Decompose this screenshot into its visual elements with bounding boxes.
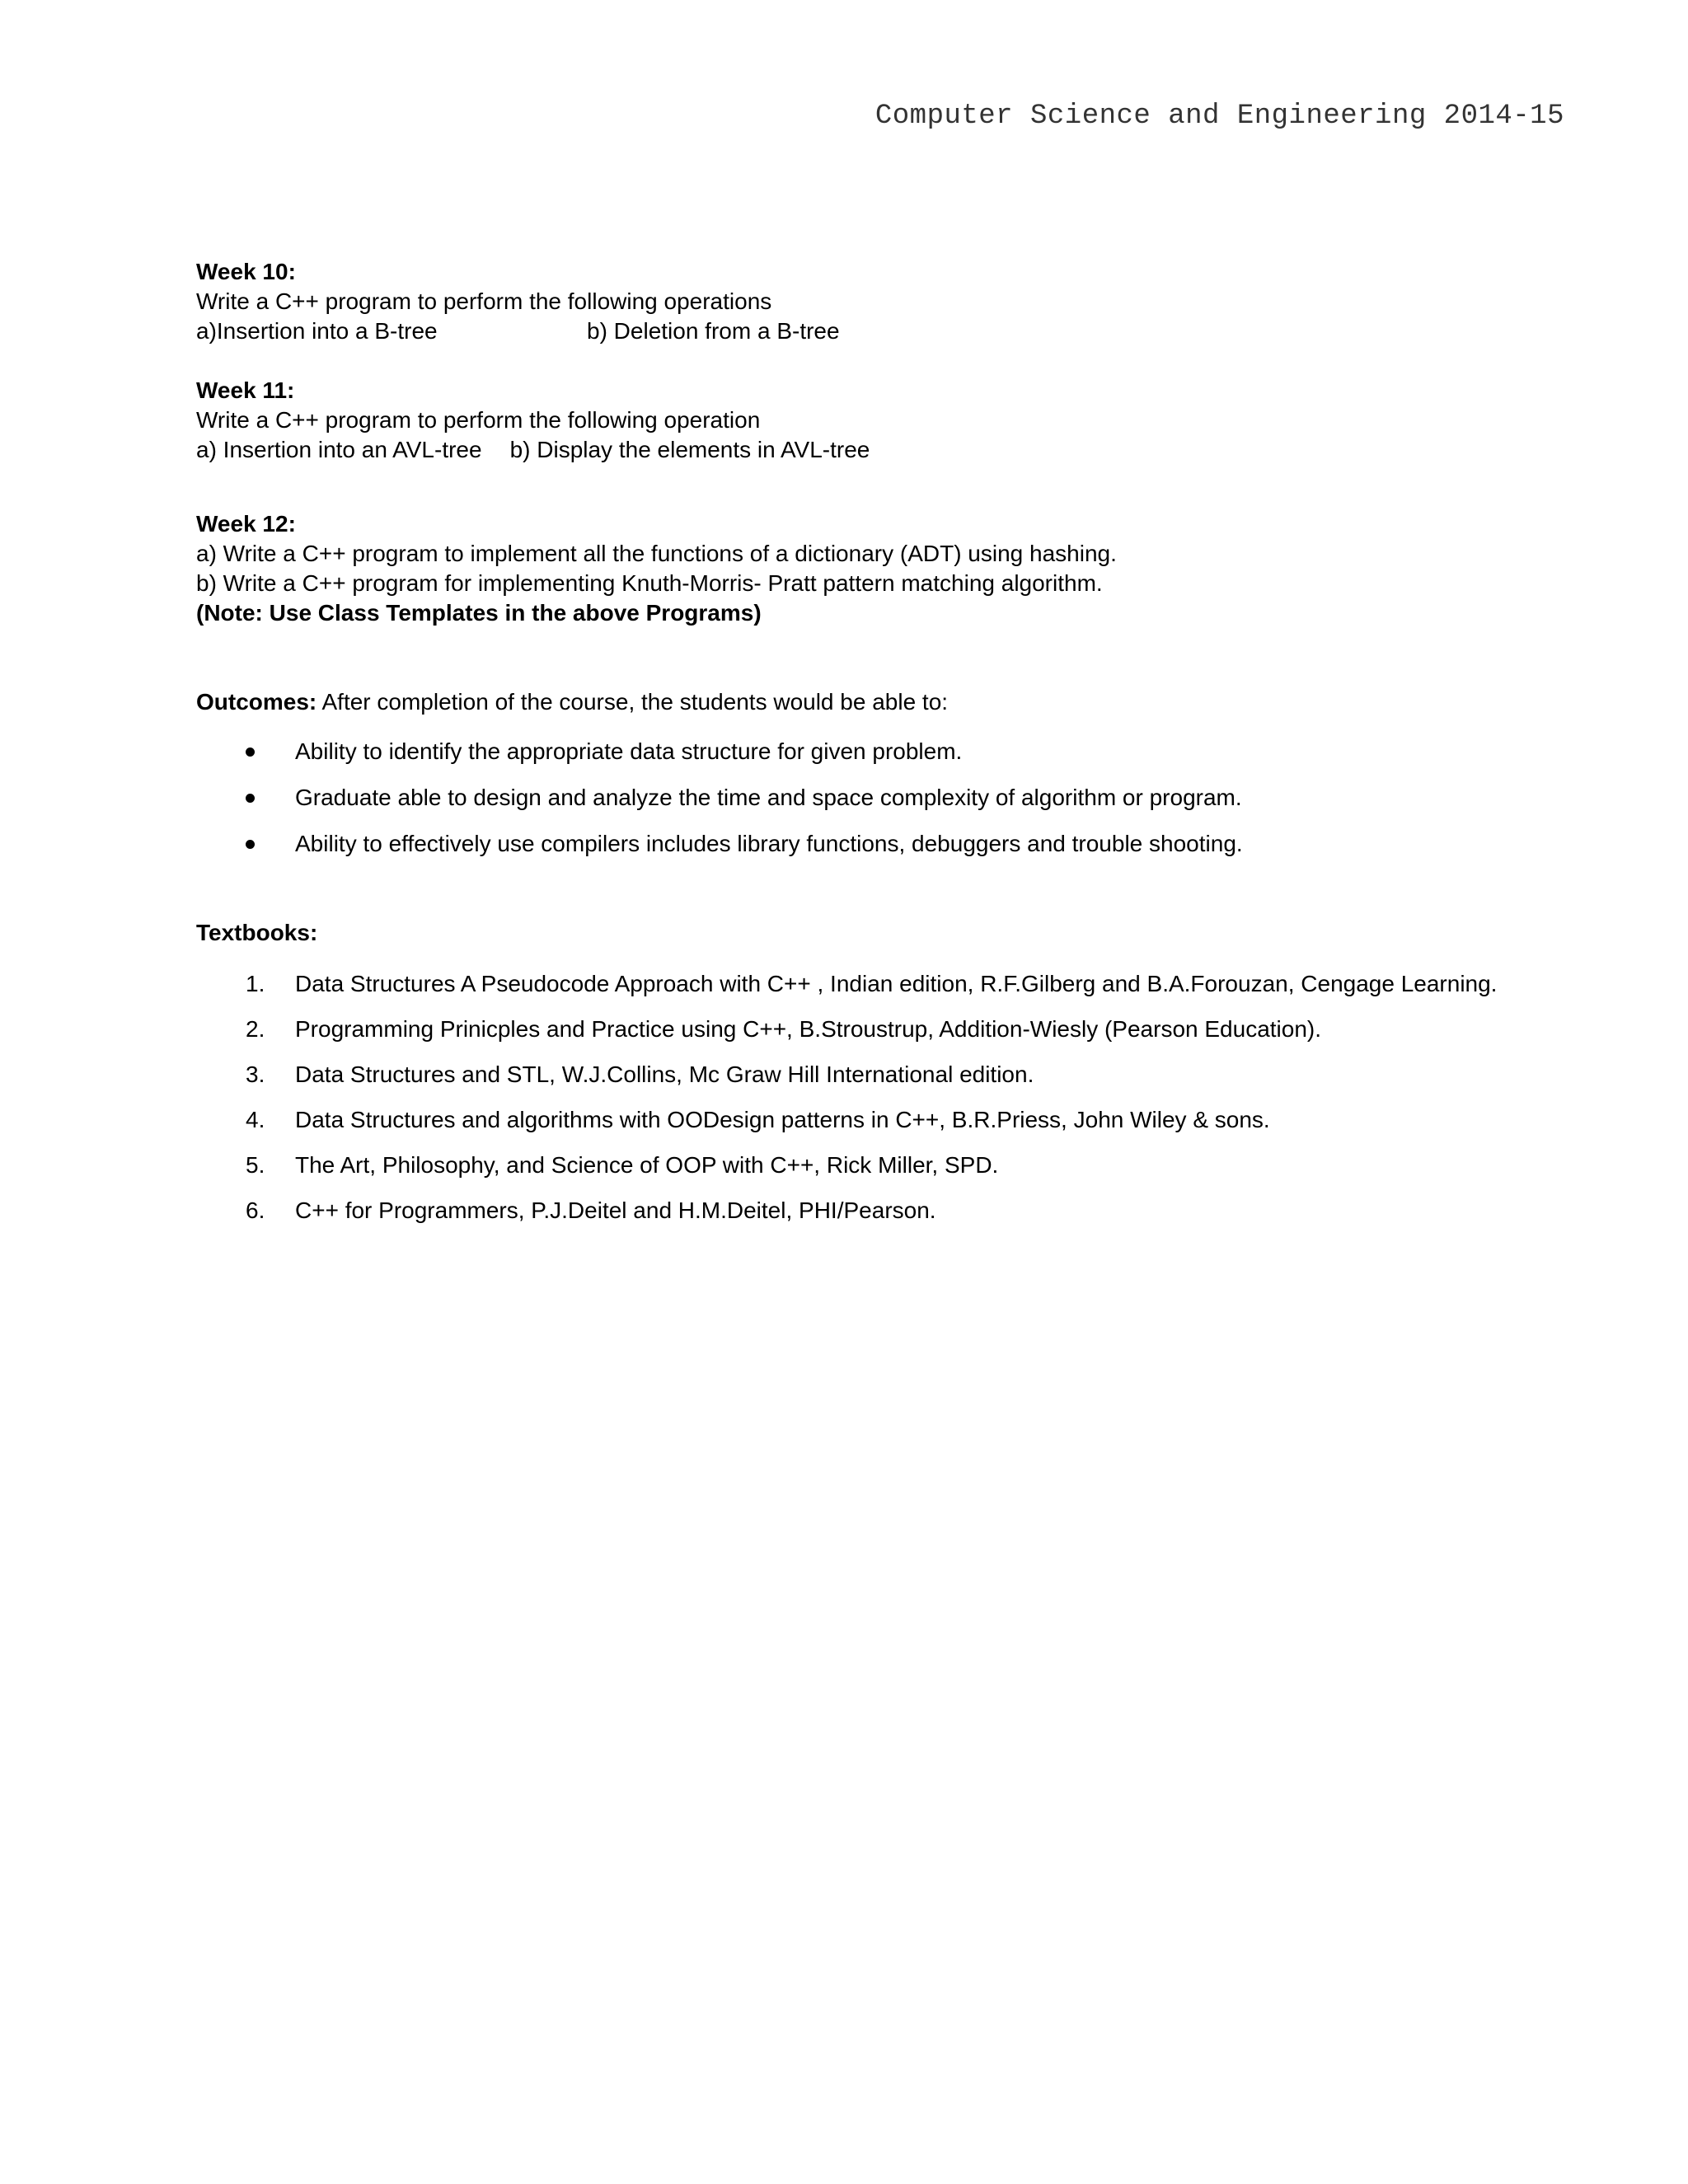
list-item: 2. Programming Prinicples and Practice using C++, B.Stroustrup, Addition-Wiesly (Pearson Education). [246, 1016, 1322, 1042]
textbooks-heading: Textbooks: [196, 920, 318, 945]
week-12-section [196, 509, 1531, 628]
week-12-item-a: a) Write a C++ program to implement all the functions of a dictionary (ADT) using hashing. [196, 541, 1117, 566]
document-body [196, 257, 1531, 1233]
outcomes-label: Outcomes: [196, 689, 317, 715]
textbooks-list [196, 961, 1531, 1233]
week-10-intro: Write a C++ program to perform the following operations [196, 288, 772, 314]
list-item: 4. Data Structures and algorithms with OODesign patterns in C++, B.R.Priess, John Wiley & sons. [246, 1107, 1270, 1132]
week-11-item-b: b) Display the elements in AVL-tree [509, 437, 870, 462]
week-11-heading: Week 11: [196, 377, 295, 403]
list-item: Ability to effectively use compilers includes library functions, debuggers and trouble shooting. [196, 821, 1531, 867]
bullet-icon [246, 794, 255, 803]
outcomes-intro [196, 687, 1531, 717]
outcomes-list [196, 729, 1531, 867]
bullet-icon [246, 840, 255, 849]
week-10-items [196, 316, 1531, 346]
list-item: 5. The Art, Philosophy, and Science of OOP with C++, Rick Miller, SPD. [246, 1152, 999, 1178]
page-header: Computer Science and Engineering 2014-15 [874, 101, 1564, 132]
list-item: 3. Data Structures and STL, W.J.Collins, Mc Graw Hill International edition. [246, 1062, 1034, 1087]
week-12-heading: Week 12: [196, 511, 296, 537]
list-item: Ability to identify the appropriate data structure for given problem. [196, 729, 1531, 775]
week-10-heading: Week 10: [196, 259, 296, 284]
list-item: 1. Data Structures A Pseudocode Approach with C++ , Indian edition, R.F.Gilberg and B.A.Forouzan, Cengage Learning. [246, 971, 1498, 996]
week-11-intro: Write a C++ program to perform the following operation [196, 407, 761, 433]
week-11-section [196, 376, 1531, 465]
list-item: Graduate able to design and analyze the time and space complexity of algorithm or program. [196, 775, 1531, 821]
list-item: 6. C++ for Programmers, P.J.Deitel and H.M.Deitel, PHI/Pearson. [246, 1197, 936, 1223]
week-11-item-a: a) Insertion into an AVL-tree [196, 437, 482, 462]
week-12-item-b: b) Write a C++ program for implementing Knuth-Morris- Pratt pattern matching algorithm. [196, 570, 1103, 596]
week-12-note: (Note: Use Class Templates in the above Programs) [196, 600, 762, 626]
week-10-section [196, 257, 1531, 346]
week-10-item-b: b) Deletion from a B-tree [587, 318, 840, 344]
bullet-icon [246, 748, 255, 757]
week-10-item-a: a)Insertion into a B-tree [196, 318, 438, 344]
outcomes-intro-text: After completion of the course, the students would be able to: [316, 689, 949, 715]
week-11-items [196, 435, 1531, 465]
